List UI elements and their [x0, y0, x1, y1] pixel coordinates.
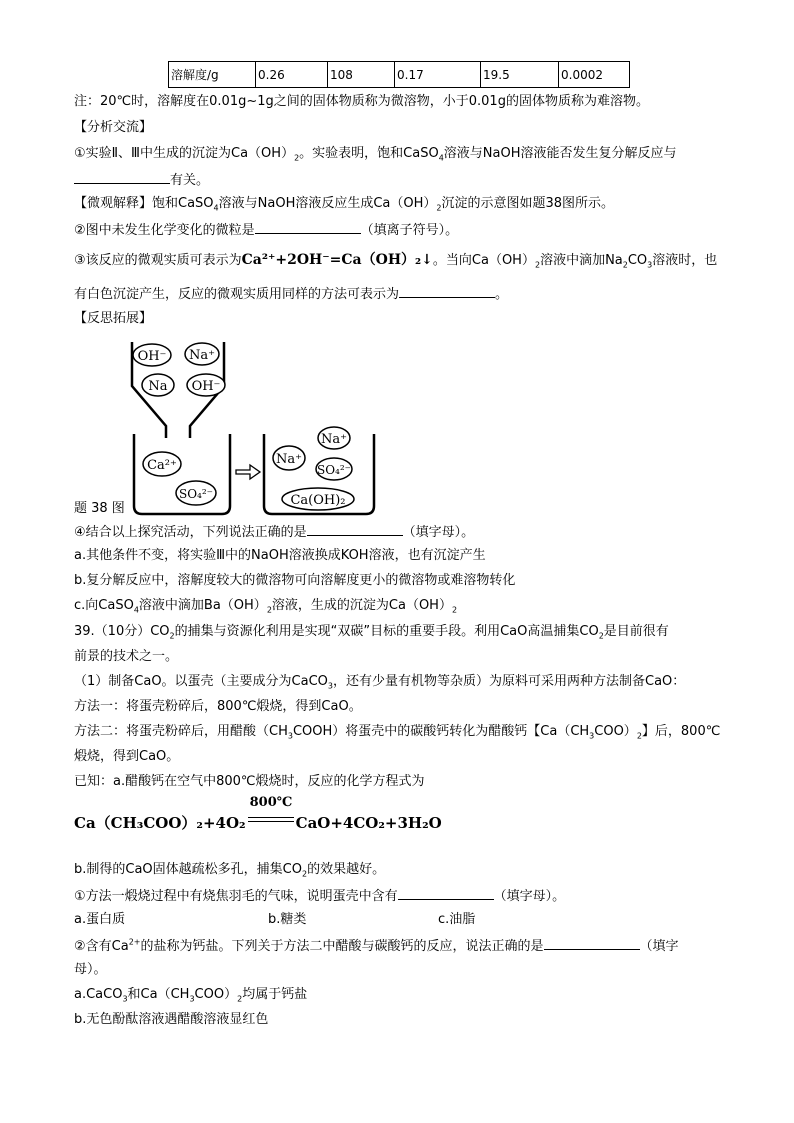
option: a.蛋白质 [74, 912, 126, 927]
question-1-line2 [74, 170, 209, 190]
text: 。当向Ca（OH） [432, 253, 535, 268]
q39-part1 [74, 673, 685, 691]
label: SO₄²⁻ [316, 463, 352, 477]
chemical-equation [74, 795, 442, 833]
q39-intro [74, 623, 669, 641]
text: 溶液，生成的沉淀为Ca（OH） [271, 598, 452, 613]
sup: 2+ [128, 937, 141, 947]
equation-left: Ca（CH₃COO）₂+4O₂ [74, 814, 246, 832]
text: 溶液与NaOH溶液能否发生复分解反应与 [443, 146, 677, 161]
micro-explanation [74, 195, 614, 213]
text: 。 [495, 287, 509, 302]
text: b.制得的CaO固体越疏松多孔，捕集CO [74, 862, 302, 877]
label: OH⁻ [137, 349, 167, 364]
text: （填字 [639, 939, 679, 954]
sub: 2 [598, 631, 604, 641]
sub: 2 [301, 869, 308, 879]
reflect-heading: 【反思拓展】 [74, 311, 153, 326]
text: 有白色沉淀产生，反应的微观实质用同样的方法可表示为 [74, 287, 400, 302]
sub: 3 [589, 731, 595, 741]
sub: 3 [327, 681, 333, 691]
text: COOH）将蛋壳中的碳酸钙转化为醋酸钙【Ca（CH [292, 724, 590, 739]
label: Na [148, 379, 168, 394]
answer-blank[interactable] [307, 522, 403, 536]
text: c.向CaSO [74, 598, 134, 613]
sub: 2 [266, 605, 272, 615]
micro-heading: 【微观解释】 [74, 196, 153, 211]
text: 和Ca（CH [127, 987, 190, 1002]
answer-blank[interactable] [74, 170, 170, 184]
text: 溶液中滴加Na [540, 253, 623, 268]
option-c [74, 597, 457, 615]
table-cell: 108 [328, 62, 395, 88]
ionic-equation: Ca²⁺+2OH⁻=Ca（OH）₂↓ [241, 252, 433, 268]
text: CO [627, 253, 648, 268]
text: COO） [594, 724, 637, 739]
label: Na⁺ [321, 432, 347, 447]
text: 39.（10分）CO [74, 624, 170, 639]
text: 均属于钙盐 [242, 987, 308, 1002]
text: 有关。 [170, 173, 210, 188]
question-3 [74, 251, 717, 270]
text: 的捕集与资源化利用是实现“双碳”目标的重要手段。利用CaO高温捕集CO [174, 624, 599, 639]
method-1: 方法一：将蛋壳粉碎后，800℃煅烧，得到CaO。 [74, 699, 362, 714]
text: ③该反应的微观实质可表示为 [74, 253, 242, 268]
equation-right: CaO+4CO₂+3H₂O [295, 814, 442, 832]
option: b.糖类 [268, 912, 307, 927]
text: （填字母）。 [493, 889, 566, 904]
text: ①实验Ⅱ、Ⅲ中生成的沉淀为Ca（OH） [74, 146, 295, 161]
table-cell: 19.5 [481, 62, 559, 88]
table-cell: 0.0002 [559, 62, 630, 88]
text: 饱和CaSO [152, 196, 214, 211]
label: OH⁻ [191, 379, 221, 394]
text: 溶液与NaOH溶液反应生成Ca（OH） [218, 196, 437, 211]
q39-option-a [74, 986, 307, 1004]
sub: 3 [647, 260, 653, 270]
sub: 2 [622, 260, 628, 270]
known-a: 已知：a.醋酸钙在空气中800℃煅烧时，反应的化学方程式为 [74, 774, 425, 789]
text: （填字母）。 [402, 525, 475, 540]
sub: 4 [213, 203, 219, 213]
question-1 [74, 145, 677, 163]
answer-blank[interactable] [399, 284, 495, 298]
condition-label: 800℃ [249, 795, 293, 810]
sub: 4 [438, 153, 444, 163]
sub: 2 [534, 260, 541, 270]
text: （填离子符号）。 [360, 223, 459, 238]
text: （1）制备CaO。以蛋壳（主要成分为CaCO [74, 674, 328, 689]
sub: 2 [237, 994, 243, 1004]
question-2 [74, 220, 458, 240]
table-cell: 0.26 [256, 62, 328, 88]
method-2 [74, 723, 720, 741]
reaction-diagram [118, 338, 376, 518]
sub: 2 [169, 631, 175, 641]
solubility-table [168, 61, 630, 88]
text: ，还有少量有机物等杂质）为原料可采用两种方法制备CaO： [333, 674, 686, 689]
known-b [74, 861, 385, 879]
question-3-line2 [74, 284, 508, 304]
sub: 3 [189, 994, 195, 1004]
option: c.油脂 [438, 912, 476, 927]
text: COO） [194, 987, 238, 1002]
text: 的效果越好。 [307, 862, 386, 877]
table-cell: 溶解度/g [169, 62, 256, 88]
arrow-icon [236, 465, 260, 479]
question-4 [74, 522, 474, 542]
figure-caption: 题 38 图 [74, 501, 125, 516]
label: Na⁺ [189, 348, 215, 363]
answer-blank[interactable] [398, 886, 494, 900]
answer-blank[interactable] [544, 936, 640, 950]
sub: 3 [122, 994, 128, 1004]
text: 沉淀的示意图如题38图所示。 [441, 196, 615, 211]
text: ②含有Ca [74, 939, 129, 954]
equals-line [248, 821, 294, 822]
sub: 4 [133, 605, 139, 615]
q39-question-1-options [74, 911, 475, 929]
text: 】后，800℃ [641, 724, 721, 739]
q39-question-2 [74, 936, 679, 956]
text: ①方法一煅烧过程中有烧焦羽毛的气味，说明蛋壳中含有 [74, 889, 398, 904]
q39-question-1 [74, 886, 565, 906]
text: 溶液中滴加Ba（OH） [138, 598, 267, 613]
sub: 2 [636, 731, 642, 741]
text: 的盐称为钙盐。下列关于方法二中醋酸与碳酸钙的反应，说法正确的是 [140, 939, 544, 954]
text: ④结合以上探究活动，下列说法正确的是 [74, 525, 307, 540]
text: 方法二：将蛋壳粉碎后，用醋酸（CH [74, 724, 288, 739]
sub: 2 [436, 203, 442, 213]
table-cell: 0.17 [395, 62, 481, 88]
text: 是目前很有 [603, 624, 669, 639]
text: 。实验表明，饱和CaSO [299, 146, 439, 161]
equals-line [248, 817, 294, 818]
text: ②图中未发生化学变化的微粒是 [74, 223, 255, 238]
option-a: a.其他条件不变，将实验Ⅲ中的NaOH溶液换成KOH溶液，也有沉淀产生 [74, 548, 486, 563]
text: 溶液时，也 [652, 253, 718, 268]
table-row [169, 62, 630, 88]
method-2-line2: 煅烧，得到CaO。 [74, 749, 180, 764]
text: a.CaCO [74, 987, 123, 1002]
label: Na⁺ [276, 452, 302, 467]
equation-condition [246, 795, 296, 828]
label: Ca²⁺ [147, 458, 177, 473]
analysis-heading: 【分析交流】 [74, 120, 153, 135]
q39-intro-line2: 前景的技术之一。 [74, 649, 179, 664]
note: 注：20℃时，溶解度在0.01g~1g之间的固体物质称为微溶物，小于0.01g的固体物质称为难溶物。 [74, 94, 649, 109]
sub: 3 [287, 731, 293, 741]
sub: 2 [294, 153, 300, 163]
label: Ca(OH)₂ [290, 493, 346, 508]
q39-option-b: b.无色酚酞溶液遇醋酸溶液显红色 [74, 1012, 269, 1027]
answer-blank[interactable] [255, 220, 361, 234]
label: SO₄²⁻ [178, 487, 214, 501]
sub: 2 [451, 605, 458, 615]
q39-question-2-line2: 母）。 [74, 962, 107, 977]
option-b: b.复分解反应中，溶解度较大的微溶物可向溶解度更小的微溶物或难溶物转化 [74, 573, 516, 588]
